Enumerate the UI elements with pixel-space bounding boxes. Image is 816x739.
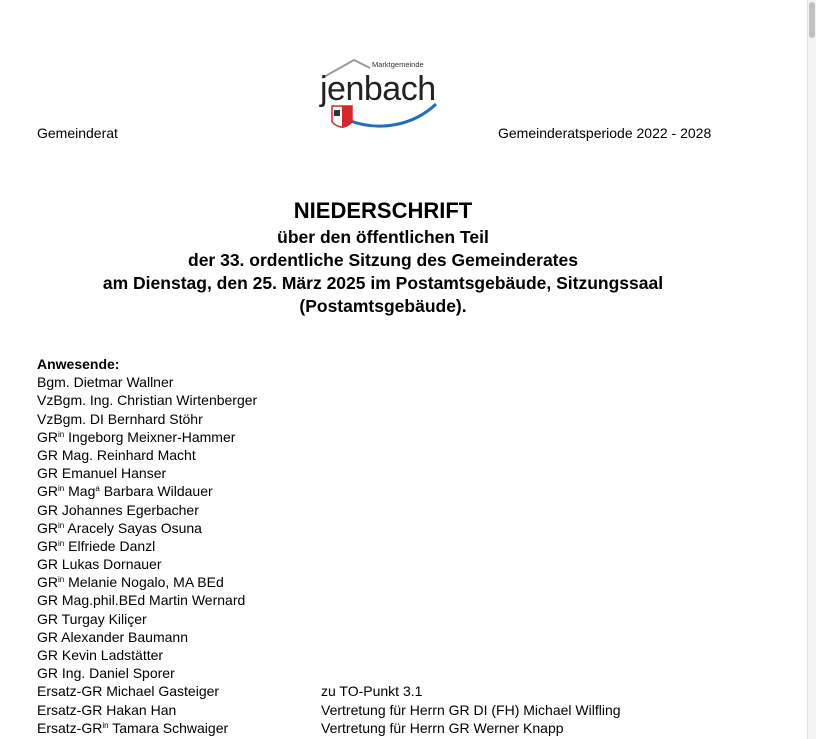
title-block [0, 196, 766, 318]
attendee-title: VzBgm. [37, 392, 87, 409]
attendee-person: Turgay Kiliçer [58, 610, 147, 627]
scrollbar-thumb[interactable] [809, 2, 815, 38]
attendee-name [37, 629, 188, 645]
attendee-title: Ersatz-GR [37, 719, 103, 736]
attendees-heading: Anwesende: [37, 356, 120, 372]
header-right: Gemeinderatsperiode 2022 - 2028 [498, 125, 712, 141]
attendee-title: GR [37, 628, 58, 645]
attendee-name [37, 611, 147, 627]
attendee-row [37, 501, 777, 519]
attendee-name [37, 483, 213, 499]
attendee-row [37, 646, 777, 664]
attendee-person: Michael Gasteiger [102, 683, 220, 700]
attendee-row [37, 682, 777, 700]
attendee-title: GR [37, 465, 58, 482]
gender-suffix: in [58, 484, 65, 494]
attendee-person: Barbara Wildauer [99, 483, 213, 500]
logo-word: jenbach [320, 70, 436, 108]
attendee-row [37, 555, 777, 573]
title-line-2: der 33. ordentliche Sitzung des Gemeinderates [188, 250, 578, 270]
attendee-person: Lukas Dornauer [58, 556, 162, 573]
attendee-title: Bgm. [37, 374, 70, 391]
logo-small-text: Marktgemeinde [372, 60, 424, 69]
attendee-person: Johannes Egerbacher [58, 501, 199, 518]
attendee-name [37, 702, 176, 718]
attendee-person: DI Bernhard Stöhr [86, 410, 203, 427]
attendee-person: Emanuel Hanser [58, 465, 167, 482]
attendee-person: Elfriede Danzl [64, 537, 156, 554]
attendee-row [37, 464, 777, 482]
attendee-name [37, 429, 235, 445]
attendee-name [37, 647, 163, 663]
attendee-title: VzBgm. [37, 410, 87, 427]
attendee-row [37, 573, 777, 591]
attendee-title: GR [37, 592, 58, 609]
attendee-name [37, 665, 175, 681]
attendee-person: Alexander Baumann [58, 628, 188, 645]
attendee-name [37, 447, 196, 463]
gender-suffix: in [58, 575, 65, 585]
attendee-row [37, 391, 777, 409]
attendee-title: GR [37, 556, 58, 573]
attendee-person: Mag.phil.BEd Martin Wernard [58, 592, 246, 609]
attendee-row [37, 664, 777, 682]
attendee-title: GR [37, 647, 58, 664]
attendee-person: Ingeborg Meixner-Hammer [64, 428, 236, 445]
attendee-name [37, 683, 219, 699]
title-line-3: am Dienstag, den 25. März 2025 im Postamtsgebäude, Sitzungssaal [102, 273, 664, 293]
attendee-title: GR [37, 610, 58, 627]
attendee-row [37, 482, 777, 500]
attendee-title: GR [37, 665, 58, 682]
attendee-name [37, 538, 155, 554]
attendee-row [37, 701, 777, 719]
attendee-row [37, 591, 777, 609]
attendee-person: Dietmar Wallner [69, 374, 174, 391]
attendee-title: GR [37, 446, 58, 463]
attendee-name [37, 556, 162, 572]
header-left: Gemeinderat [37, 125, 118, 141]
attendee-row [37, 410, 777, 428]
title-line-1: über den öffentlichen Teil [277, 227, 489, 247]
scrollbar[interactable] [807, 0, 816, 739]
attendee-name [37, 520, 202, 536]
attendee-person: Aracely Sayas Osuna [64, 519, 202, 536]
attendee-title: GR [37, 574, 58, 591]
gender-suffix: a [95, 484, 100, 494]
document-title: NIEDERSCHRIFT [293, 198, 473, 223]
jenbach-logo [318, 56, 440, 136]
attendee-title: GR [37, 428, 58, 445]
attendee-person: Ing. Christian Wirtenberger [86, 392, 258, 409]
attendee-name [37, 720, 228, 736]
attendee-title: Ersatz-GR [37, 683, 103, 700]
attendee-name [37, 574, 224, 590]
gender-suffix: in [58, 538, 65, 548]
attendee-rows [37, 373, 777, 737]
attendee-title: GR [37, 501, 58, 518]
attendee-note: zu TO-Punkt 3.1 [321, 683, 423, 700]
attendee-name [37, 465, 166, 481]
attendee-person: Kevin Ladstätter [58, 647, 164, 664]
attendee-name [37, 374, 173, 390]
attendee-row [37, 719, 777, 737]
gender-suffix: in [58, 429, 65, 439]
gender-suffix: in [58, 520, 65, 530]
attendee-person: Hakan Han [102, 701, 177, 718]
attendee-row [37, 628, 777, 646]
attendee-title: GR [37, 483, 58, 500]
attendee-note: Vertretung für Herrn GR Werner Knapp [321, 719, 564, 736]
attendee-row [37, 446, 777, 464]
gender-suffix: in [102, 720, 109, 730]
attendee-person: Tamara Schwaiger [108, 719, 229, 736]
attendee-name [37, 411, 203, 427]
title-line-4: (Postamtsgebäude). [299, 296, 467, 316]
attendee-person: Mag. Reinhard Macht [58, 446, 196, 463]
attendee-name [37, 502, 199, 518]
attendee-person: Mag [64, 483, 96, 500]
attendees-list [37, 355, 777, 737]
attendee-row [37, 610, 777, 628]
attendee-note: Vertretung für Herrn GR DI (FH) Michael Wilfling [321, 701, 621, 718]
attendee-person: Melanie Nogalo, MA BEd [64, 574, 224, 591]
attendee-name [37, 392, 257, 408]
attendee-name [37, 592, 245, 608]
attendee-row [37, 519, 777, 537]
attendee-row [37, 537, 777, 555]
attendee-row [37, 428, 777, 446]
attendee-title: Ersatz-GR [37, 701, 103, 718]
attendee-row [37, 373, 777, 391]
attendee-title: GR [37, 519, 58, 536]
attendee-title: GR [37, 537, 58, 554]
attendee-person: Ing. Daniel Sporer [58, 665, 175, 682]
